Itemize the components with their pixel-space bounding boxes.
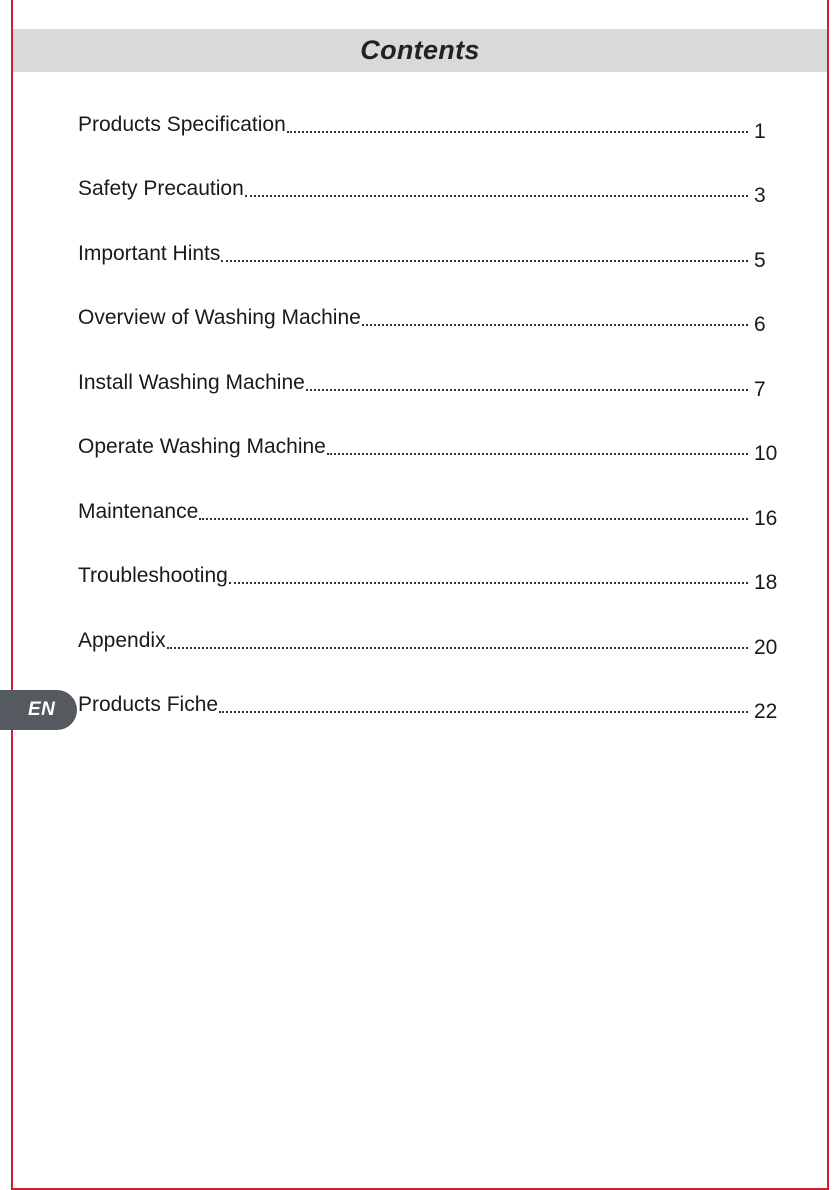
toc-entry-label: Appendix: [78, 628, 166, 652]
toc-entry-page: 1: [754, 119, 766, 143]
toc-entry-safety-precaution[interactable]: [78, 165, 790, 230]
toc-entry-page: 22: [754, 700, 778, 723]
dot-leader: [219, 711, 748, 713]
toc-entry-important-hints[interactable]: [78, 229, 790, 294]
toc-entry-operate[interactable]: [78, 423, 790, 488]
toc-entry-page: 20: [754, 635, 778, 659]
toc-entry-label: Products Fiche: [78, 693, 219, 716]
dot-leader: [221, 260, 748, 262]
toc-entry-page: 6: [754, 313, 766, 336]
toc-entry-page: 18: [754, 571, 778, 594]
language-tab: [0, 690, 77, 730]
toc-entry-products-fiche[interactable]: [78, 681, 790, 746]
table-of-contents: [78, 100, 790, 745]
dot-leader: [229, 582, 748, 584]
toc-entry-page: 7: [754, 377, 766, 401]
dot-leader: [287, 131, 748, 133]
title-bar: [13, 29, 827, 72]
toc-entry-label: Products Specification: [78, 112, 286, 136]
toc-entry-page: 10: [754, 442, 778, 465]
dot-leader: [306, 389, 748, 391]
toc-entry-page: 5: [754, 248, 766, 272]
toc-entry-label: Maintenance: [78, 499, 199, 523]
toc-entry-install[interactable]: [78, 358, 790, 423]
toc-entry-label: Install Washing Machine: [78, 370, 305, 394]
language-tab-label: EN: [28, 699, 56, 720]
toc-entry-overview[interactable]: [78, 294, 790, 359]
toc-entry-page: 3: [754, 184, 766, 207]
toc-entry-label: Operate Washing Machine: [78, 435, 326, 458]
dot-leader: [327, 453, 748, 455]
toc-entry-troubleshooting[interactable]: [78, 552, 790, 617]
dot-leader: [245, 195, 748, 197]
dot-leader: [362, 324, 748, 326]
toc-entry-maintenance[interactable]: [78, 487, 790, 552]
toc-entry-products-specification[interactable]: [78, 100, 790, 165]
toc-entry-label: Overview of Washing Machine: [78, 306, 361, 329]
toc-entry-label: Safety Precaution: [78, 177, 244, 200]
dot-leader: [167, 647, 748, 649]
toc-entry-label: Troubleshooting: [78, 564, 228, 587]
toc-entry-appendix[interactable]: [78, 616, 790, 681]
page-title: Contents: [360, 35, 480, 65]
toc-entry-label: Important Hints: [78, 241, 221, 265]
dot-leader: [199, 518, 748, 520]
toc-entry-page: 16: [754, 506, 778, 530]
